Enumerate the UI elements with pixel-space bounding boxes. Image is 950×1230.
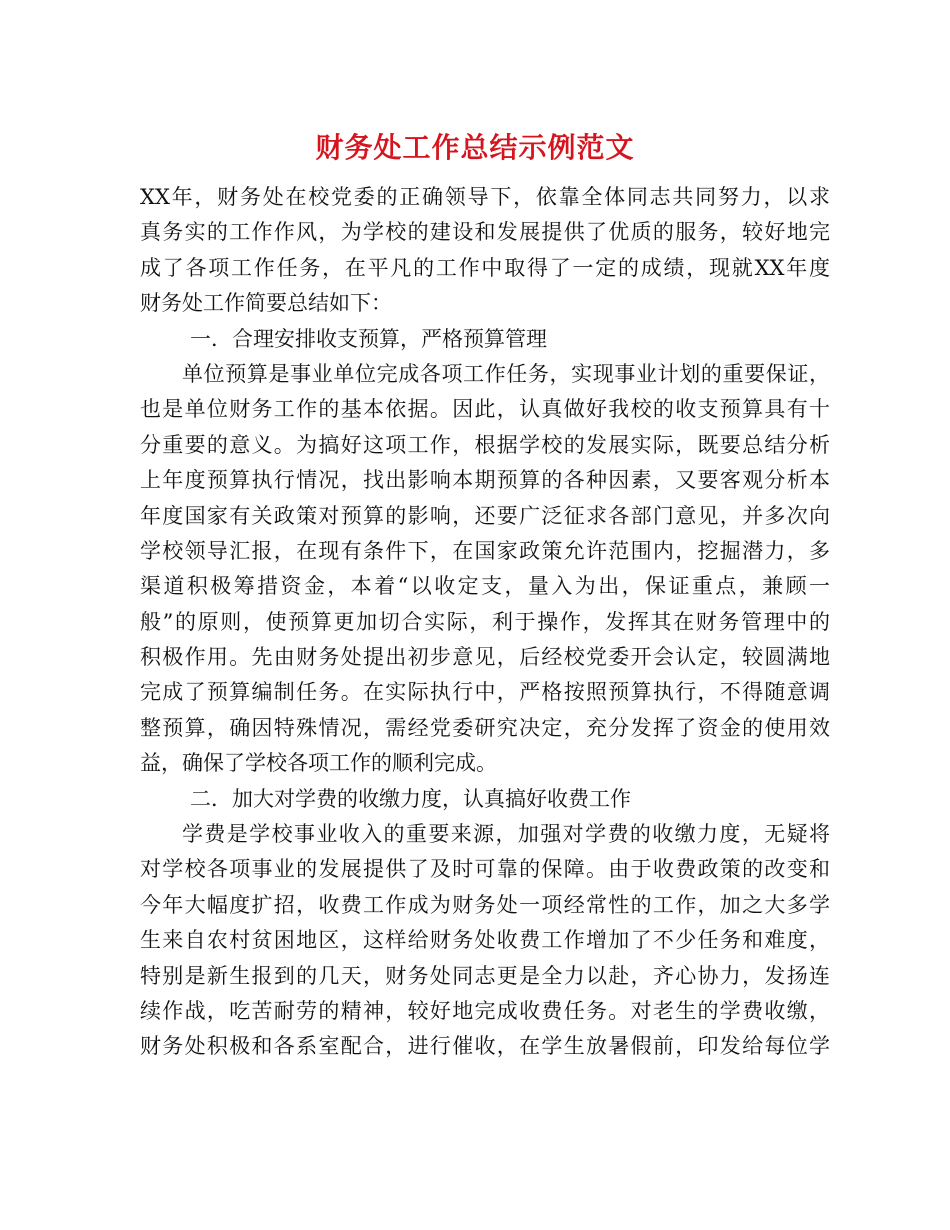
section-heading-1: 一．合理安排收支预算，严格预算管理 bbox=[190, 326, 547, 351]
paragraph-line: 特别是新生报到的几天，财务处同志更是全力以赴，齐心协力，发扬连 bbox=[140, 963, 830, 988]
paragraph-line: 续作战，吃苦耐劳的精神，较好地完成收费任务。对老生的学费收缴， bbox=[140, 998, 830, 1023]
paragraph-line: 财务处积极和各系室配合，进行催收，在学生放暑假前，印发给每位学 bbox=[140, 1034, 830, 1059]
paragraph-line: 学校领导汇报，在现有条件下，在国家政策允许范围内，挖掘潜力，多 bbox=[140, 538, 830, 563]
paragraph-line: 对学校各项事业的发展提供了及时可靠的保障。由于收费政策的改变和 bbox=[140, 857, 830, 882]
document-title: 财务处工作总结示例范文 bbox=[315, 131, 635, 164]
paragraph-line: 真务实的工作作风，为学校的建设和发展提供了优质的服务，较好地完 bbox=[140, 220, 830, 245]
paragraph-line: 财务处工作简要总结如下： bbox=[140, 291, 392, 316]
paragraph-line: 般”的原则，使预算更加切合实际，利于操作，发挥其在财务管理中的 bbox=[140, 609, 830, 634]
paragraph-line: 成了各项工作任务，在平凡的工作中取得了一定的成绩，现就XX年度 bbox=[140, 255, 830, 280]
paragraph-line: 渠道积极筹措资金，本着“以收定支，量入为出，保证重点，兼顾一 bbox=[140, 574, 830, 599]
paragraph-line: 也是单位财务工作的基本依据。因此，认真做好我校的收支预算具有十 bbox=[140, 397, 830, 422]
document-body bbox=[140, 180, 830, 1065]
paragraph-line: 积极作用。先由财务处提出初步意见，后经校党委开会认定，较圆满地 bbox=[140, 645, 830, 670]
section-heading-2: 二．加大对学费的收缴力度，认真搞好收费工作 bbox=[190, 786, 631, 811]
paragraph-line: 整预算，确因特殊情况，需经党委研究决定，充分发挥了资金的使用效 bbox=[140, 715, 830, 740]
paragraph-line: 年度国家有关政策对预算的影响，还要广泛征求各部门意见，并多次向 bbox=[140, 503, 830, 528]
paragraph-line: 益，确保了学校各项工作的顺利完成。 bbox=[140, 751, 497, 776]
paragraph-line: 单位预算是事业单位完成各项工作任务，实现事业计划的重要保证， bbox=[182, 361, 830, 386]
paragraph-line: XX年，财务处在校党委的正确领导下，依靠全体同志共同努力，以求 bbox=[140, 185, 830, 209]
paragraph-line: 今年大幅度扩招，收费工作成为财务处一项经常性的工作，加之大多学 bbox=[140, 892, 830, 917]
paragraph-line: 分重要的意义。为搞好这项工作，根据学校的发展实际，既要总结分析 bbox=[140, 432, 830, 457]
paragraph-line: 学费是学校事业收入的重要来源，加强对学费的收缴力度，无疑将 bbox=[182, 822, 830, 847]
paragraph-line: 生来自农村贫困地区，这样给财务处收费工作增加了不少任务和难度， bbox=[140, 928, 830, 953]
paragraph-line: 上年度预算执行情况，找出影响本期预算的各种因素，又要客观分析本 bbox=[140, 468, 830, 493]
paragraph-line: 完成了预算编制任务。在实际执行中，严格按照预算执行，不得随意调 bbox=[140, 680, 830, 705]
